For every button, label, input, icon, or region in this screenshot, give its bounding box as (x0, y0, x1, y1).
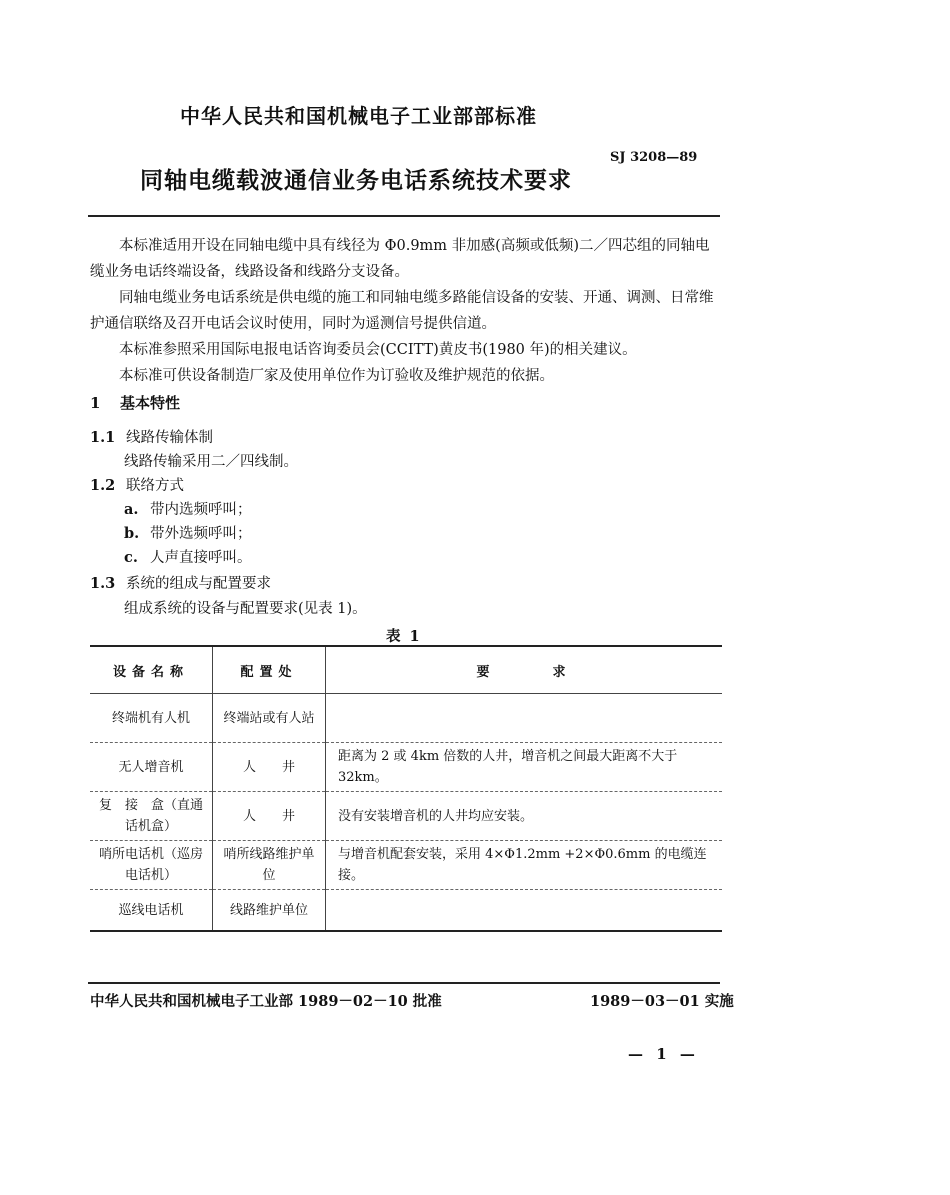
cell-device-name: 哨所电话机（巡房电话机） (90, 841, 213, 890)
list-item-a-letter: a. (124, 501, 139, 518)
cell-device-name: 无人增音机 (90, 743, 213, 792)
cell-location: 人 井 (213, 743, 326, 792)
section-1-3-title: 系统的组成与配置要求 (126, 576, 271, 592)
list-item-b-letter: b. (124, 525, 140, 542)
section-1-1-text: 线路传输采用二／四线制。 (124, 454, 298, 470)
ministry-heading: 中华人民共和国机械电子工业部部标准 (180, 104, 537, 128)
intro-paragraph-4: 本标准可供设备制造厂家及使用单位作为订验收及维护规范的依据。 (119, 368, 554, 384)
section-1-heading (90, 392, 180, 413)
document-title: 同轴电缆载波通信业务电话系统技术要求 (140, 168, 572, 194)
cell-requirement: 没有安装增音机的人井均应安装。 (326, 792, 723, 841)
table-caption: 表 1 (386, 628, 422, 645)
header-requirement: 要 求 (326, 646, 723, 694)
table-row (90, 694, 722, 743)
section-1-number: 1 (90, 394, 101, 412)
list-item-c (124, 546, 252, 567)
section-1-2-heading (90, 474, 184, 495)
section-1-3-number: 1.3 (90, 575, 116, 592)
list-item-a (124, 498, 252, 519)
cell-requirement (326, 890, 723, 932)
cell-location: 终端站或有人站 (213, 694, 326, 743)
list-item-c-letter: c. (124, 549, 138, 566)
effective-date: 1989－03－01 实施 (590, 993, 734, 1010)
cell-requirement: 距离为 2 或 4km 倍数的人井，增音机之间最大距离不大于 32km。 (326, 743, 723, 792)
section-1-title: 基本特性 (120, 394, 181, 412)
header-device-name: 设备名称 (90, 646, 213, 694)
approval-line: 中华人民共和国机械电子工业部 1989－02－10 批准 (90, 993, 442, 1010)
intro-paragraph-3: 本标准参照采用国际电报电话咨询委员会(CCITT)黄皮书(1980 年)的相关建议。 (119, 342, 637, 358)
table-row (90, 841, 722, 890)
cell-device-name: 巡线电话机 (90, 890, 213, 932)
intro-paragraph-1: 本标准适用开设在同轴电缆中具有线径为 Φ0.9mm 非加感(高频或低频)二／四芯组的同轴电缆业务电话终端设备，线路设备和线路分支设备。 (90, 238, 710, 280)
list-item-a-text: 带内选频呼叫； (150, 502, 252, 518)
header-divider (88, 215, 720, 217)
section-1-1-heading (90, 426, 213, 447)
list-item-b-text: 带外选频呼叫； (150, 526, 252, 542)
cell-device-name: 终端机有人机 (90, 694, 213, 743)
cell-location: 线路维护单位 (213, 890, 326, 932)
table-header-row (90, 646, 722, 694)
cell-requirement (326, 694, 723, 743)
footer-divider (88, 982, 720, 984)
cell-requirement: 与增音机配套安装，采用 4×Φ1.2mm +2×Φ0.6mm 的电缆连接。 (326, 841, 723, 890)
intro-paragraph-2: 同轴电缆业务电话系统是供电缆的施工和同轴电缆多路能信设备的安装、开通、调测、日常维护通信联络及召开电话会议时使用，同时为遥测信号提供信道。 (90, 290, 714, 332)
list-item-b (124, 522, 252, 543)
cell-location: 哨所线路维护单位 (213, 841, 326, 890)
table-row (90, 890, 722, 932)
section-1-2-title: 联络方式 (126, 478, 184, 494)
equipment-table (90, 645, 722, 932)
standard-code: SJ 3208—89 (610, 150, 698, 165)
section-1-3-text: 组成系统的设备与配置要求(见表 1)。 (124, 601, 367, 617)
table-row (90, 792, 722, 841)
cell-location: 人 井 (213, 792, 326, 841)
list-item-c-text: 人声直接呼叫。 (150, 550, 252, 566)
section-1-1-title: 线路传输体制 (126, 430, 213, 446)
section-1-3-heading (90, 572, 271, 593)
header-location: 配置处 (213, 646, 326, 694)
cell-device-name: 复 接 盒（直通话机盒） (90, 792, 213, 841)
table-row (90, 743, 722, 792)
section-1-1-number: 1.1 (90, 429, 116, 446)
page-number: — 1 — (628, 1045, 699, 1063)
section-1-2-number: 1.2 (90, 477, 116, 494)
